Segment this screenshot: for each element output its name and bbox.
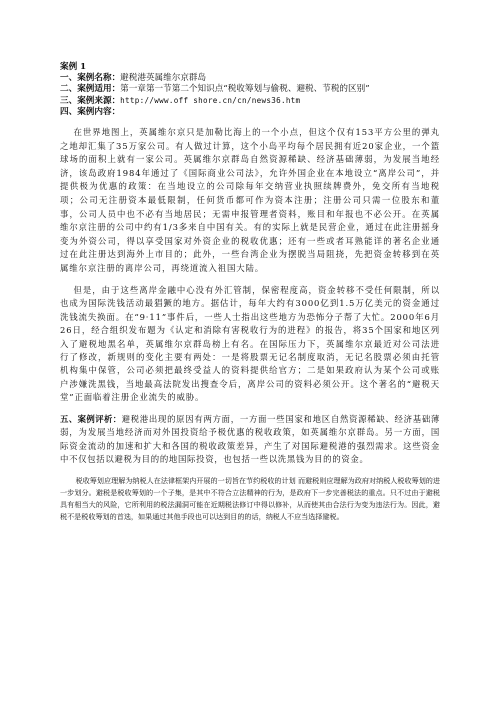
- case-name-line: 一、案例名称：避税港英属维尔京群岛: [60, 73, 207, 83]
- paragraph-1: 在世界地图上，英属维尔京只是加勒比海上的一个小点，但这个仅有153平方公里的弹丸之地却汇集了35万家公司。有人做过计算，这个小岛平均每个居民拥有近20家企业，一个篮球场的面积上就有一家公司。英属维尔京群岛自然资源稀缺、经济基础薄弱，为发展当地经济，该岛政府1984年通过了《国际商业公司法》，允许外国企业在本地设立“离岸公司”，并提供极为优惠的政策：在当地设立的公司除每年交纳营业执照续牌费外，免交所有当地税项；公司无注册资本最低限制，任何货币都可作为资本注册；注册公司只需一位股东和董事，公司人员中也不必有当地居民；无需申报管理者资料，账目和年报也不必公开。在英属维尔京注册的公司中约有1/3多来自中国有关。有的实际上就是民营企业，通过在此注册摇身变为外资公司，得以享受国家对外资企业的税收优惠；还有一些或者耳熟能详的著名企业通过在此注册达到海外上市目的；此外，一些台湾企业为摆脱当局阻挠，先把资金转移到在英属维尔京注册的离岸公司，再绕道流入祖国大陆。: [60, 127, 440, 273]
- document-page: [60, 62, 440, 530]
- case-applies-line: 二、案例适用：第一章第一节第二个知识点“税收筹划与偷税、避税、节税的区别”: [60, 84, 370, 94]
- case-content-heading: 四、案例内容：: [60, 107, 121, 117]
- case-source-line: 三、案例来源：http://www.off shore.cn/cn/news36.htm: [60, 96, 301, 106]
- analysis-paragraph: [60, 413, 440, 467]
- analysis-text: 避税港出现的原因有两方面，一方面一些国家和地区自然资源稀缺、经济基础薄弱，为发展当地经济而对外国投资给予极优惠的税收政策，如英属维尔京群岛。另一方面，国际资金流动的加速和扩大和各国的税收政策差异，产生了对国际避税港的强烈需求。这些资金中不仅包括以避税为目的的地国际投资，也包括一些以洗黑钱为目的的资金。: [60, 413, 440, 465]
- paragraph-2: 但是，由于这些离岸金融中心没有外汇管制，保密程度高，资金转移不受任何限制，所以也成为国际洗钱活动最猖獗的地方。据估计，每年大约有3000亿到1.5万亿美元的资金通过洗钱流失换面。在“9·11”事件后，一些人士指出这些地方为恐怖分子帮了大忙。2000年6月26日，经合组织发布题为《认定和消除有害税收行为的进程》的报告，将35个国家和地区列入了避税地黑名单，英属维尔京群岛榜上有名。在国际压力下，英属维尔京最近对公司法进行了修改，新规则的变化主要有两处：一是将股票无记名制度取消，无记名股票必须由托管机构集中保管，公司必须把最终受益人的资料提供给官方；二是如果政府认为某个公司或账户涉嫌洗黑钱，当地最高法院发出搜查令后，离岸公司的资料必须公开。这个著名的“避税天堂”正面临着注册企业流失的威胁。: [60, 284, 440, 403]
- paragraph-4: 税收筹划应理解为纳税人在法律框架内开展的一切旨在节约税收的计划 而避税则应理解为政府对纳税人税收筹划的进一步划分。避税是税收筹划的一个子集，是其中不符合立法精神的行为，是政府下一步完善税法的重点。只不过由于避税具有相当大的风险，它所利用的税法漏洞可能在近期税法修订中得以修补，从而使其由合法行为变为违法行为。因此，避税不是税收筹划的首选，如果通过其他手段也可以达到目的的话，纳税人不应当选择避税。: [60, 475, 440, 521]
- analysis-heading: 五、案例评析：: [60, 413, 122, 424]
- source-link[interactable]: http://www.off shore.cn/cn/news36.htm: [120, 96, 301, 105]
- case-title: 案例 1: [60, 62, 87, 72]
